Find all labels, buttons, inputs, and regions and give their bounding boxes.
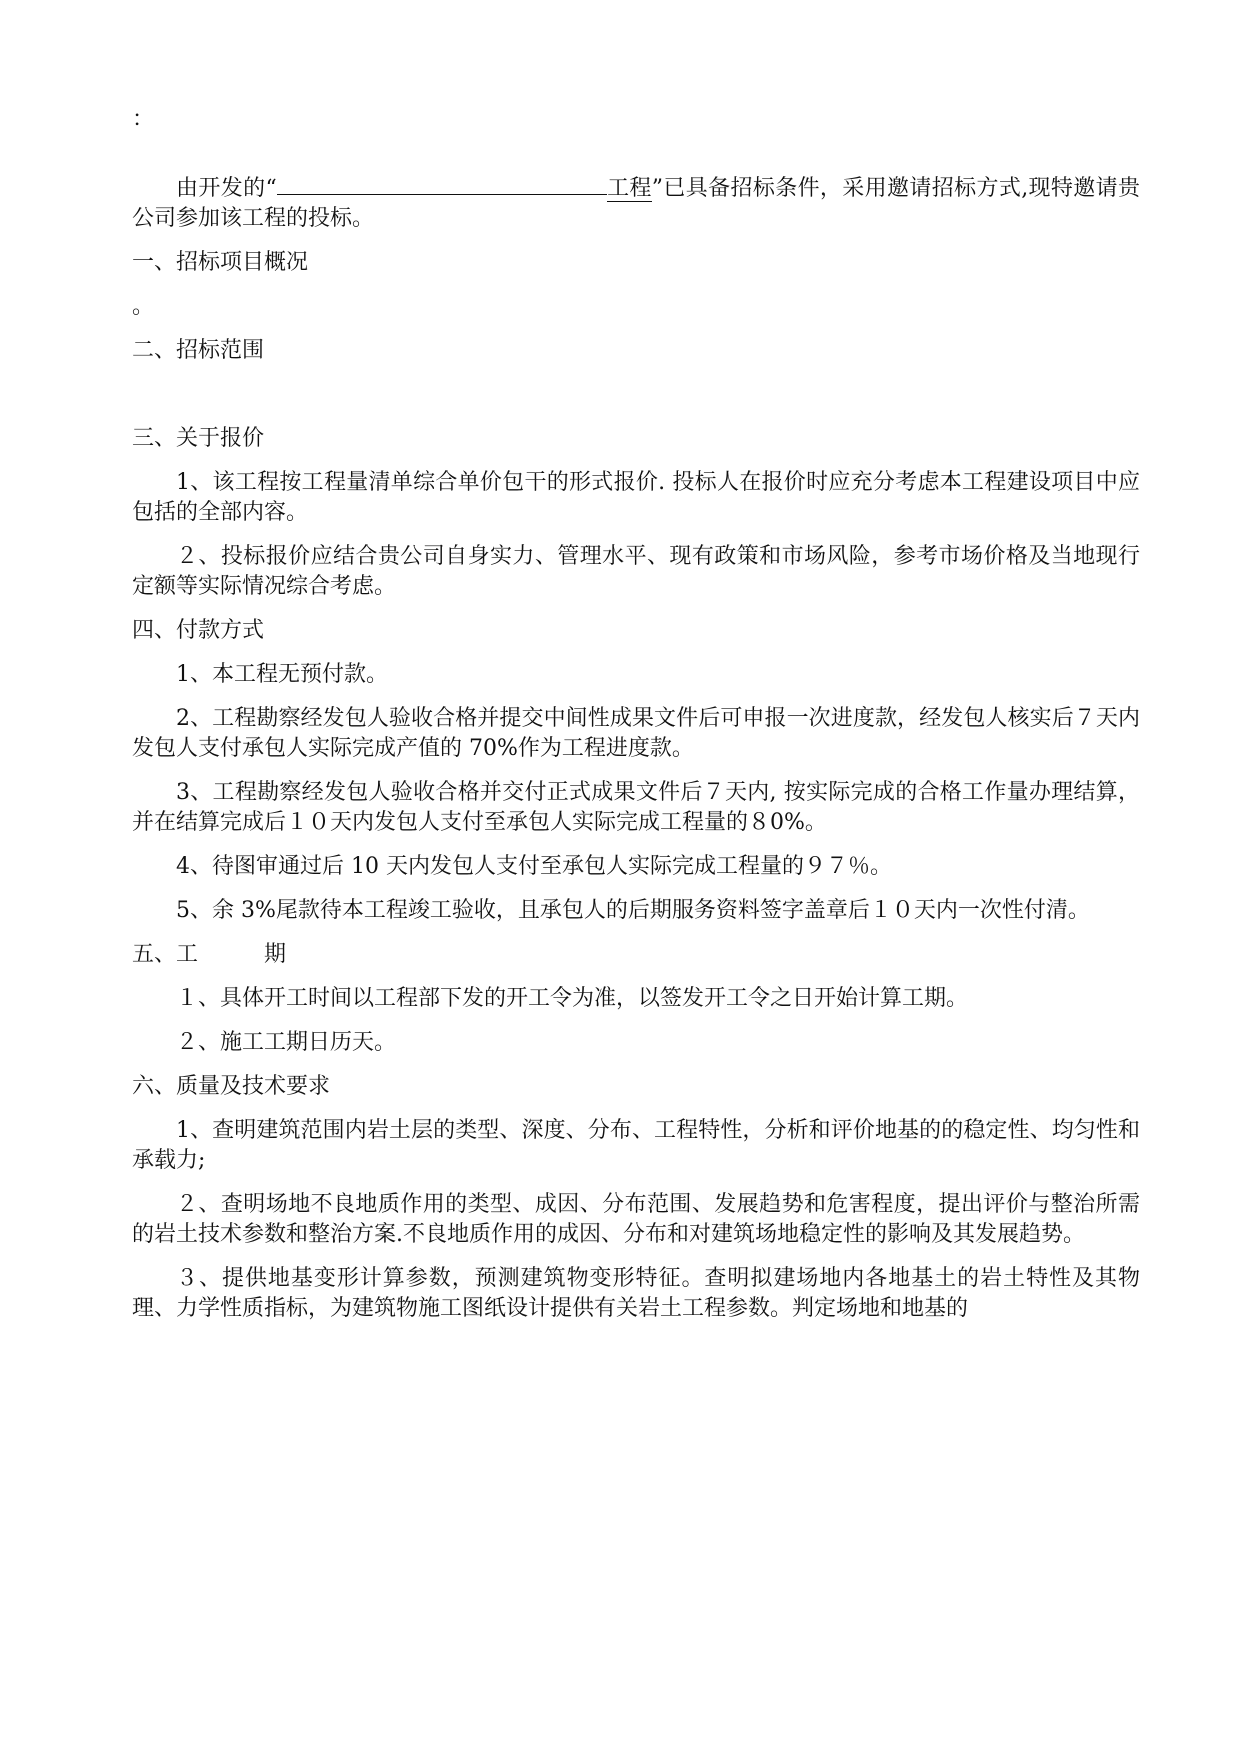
- section3-item-1: 1、该工程按工程量清单综合单价包干的形式报价. 投标人在报价时应充分考虑本工程建设项目中应包括的全部内容。: [132, 470, 1140, 525]
- intro-underlined-word: 工程: [606, 176, 652, 201]
- document-body: [132, 172, 1140, 1338]
- project-name-blank: [277, 172, 607, 195]
- section5-title: [132, 940, 1140, 970]
- section6-item-2: ２、查明场地不良地质作用的类型、成因、分布范围、发展趋势和危害程度，提出评价与整治所需的岩土技术参数和整治方案.不良地质作用的成因、分布和对建筑场地稳定性的影响及其发展趋势。: [132, 1192, 1140, 1247]
- section1-title: 一、招标项目概况: [132, 250, 309, 275]
- section4-item-5: 5、余 3%尾款待本工程竣工验收，且承包人的后期服务资料签字盖章后１０天内一次性付清。: [176, 898, 1090, 923]
- section4-item-2: 2、工程勘察经发包人验收合格并提交中间性成果文件后可申报一次进度款，经发包人核实后７天内发包人支付承包人实际完成产值的 70%作为工程进度款。: [132, 706, 1140, 761]
- section5-title-part2: 期: [264, 942, 287, 967]
- section6-title: 六、质量及技术要求: [132, 1074, 331, 1099]
- section1-body: 。: [132, 294, 155, 319]
- section3-title: 三、关于报价: [132, 426, 265, 451]
- intro-prefix: 由开发的“: [176, 176, 277, 201]
- section6-item-1: 1、查明建筑范围内岩土层的类型、深度、分布、工程特性，分析和评价地基的的稳定性、均匀性和承载力;: [132, 1118, 1140, 1173]
- section5-title-part1: 五、工: [132, 942, 199, 967]
- section4-item-3: 3、工程勘察经发包人验收合格并交付正式成果文件后７天内, 按实际完成的合格工作量办理结算，并在结算完成后１０天内发包人支付至承包人实际完成工程量的８0%。: [132, 780, 1140, 835]
- section5-item-2: ２、施工工期日历天。: [176, 1030, 397, 1055]
- intro-suffix: ”已具备招标条件，采用邀请招标方式,现特邀请贵公司参加该工程的投标。: [132, 176, 1140, 231]
- section5-item-1: １、具体开工时间以工程部下发的开工令为准，以签发开工令之日开始计算工期。: [176, 986, 969, 1011]
- section6-item-3: ３、提供地基变形计算参数，预测建筑物变形特征。查明拟建场地内各地基土的岩土特性及其物理、力学性质指标，为建筑物施工图纸设计提供有关岩土工程参数。判定场地和地基的: [132, 1266, 1140, 1321]
- section3-item-2: ２、投标报价应结合贵公司自身实力、管理水平、现有政策和市场风险，参考市场价格及当地现行定额等实际情况综合考虑。: [132, 544, 1140, 599]
- section4-item-1: 1、本工程无预付款。: [176, 662, 388, 687]
- section4-title: 四、付款方式: [132, 618, 265, 643]
- section4-item-4: 4、待图审通过后 10 天内发包人支付至承包人实际完成工程量的９７％。: [176, 854, 892, 879]
- section2-empty-space: [132, 380, 1140, 424]
- intro-paragraph: [132, 172, 1140, 234]
- leading-colon: ：: [132, 107, 155, 132]
- section2-title: 二、招标范围: [132, 338, 265, 363]
